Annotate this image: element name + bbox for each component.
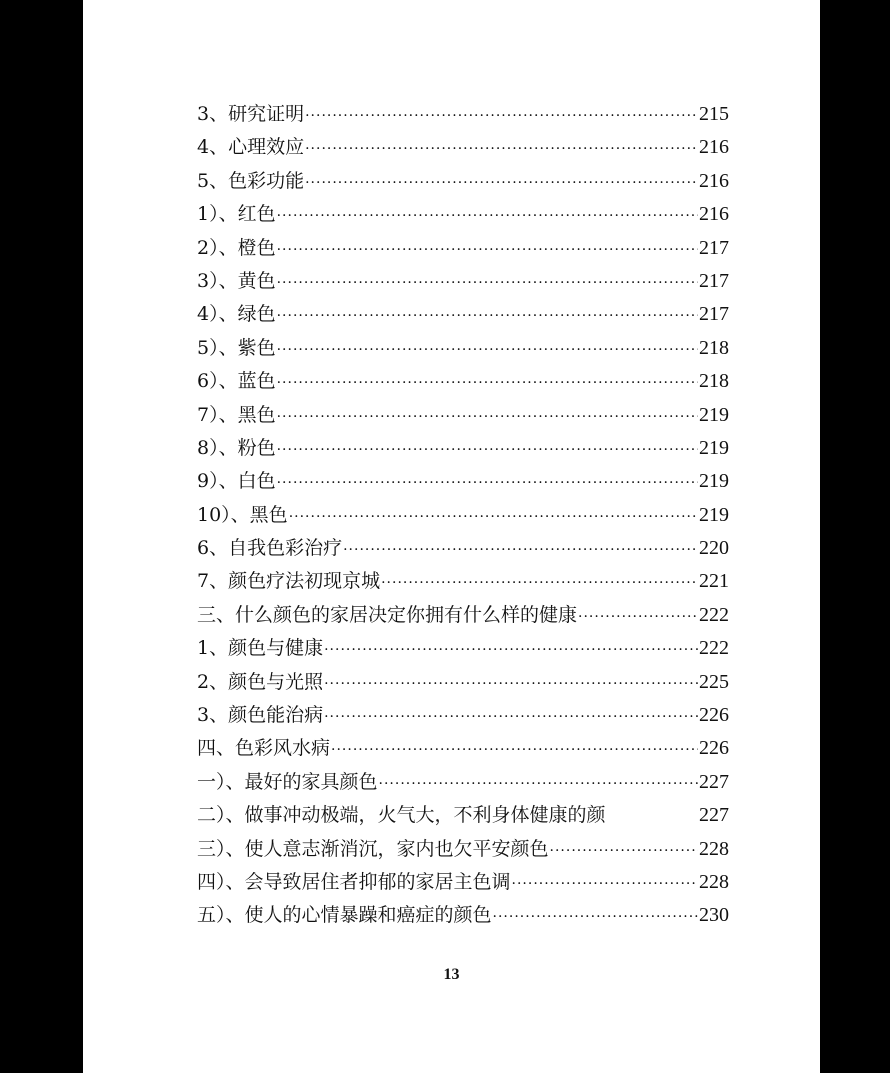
toc-entry xyxy=(197,332,729,365)
toc-entry xyxy=(197,232,729,265)
toc-entry-title: 10）、黑色 xyxy=(197,503,288,526)
dot-leader xyxy=(305,133,698,166)
toc-entry-page: 218 xyxy=(699,336,729,359)
dot-leader xyxy=(331,734,698,767)
toc-entry-title: 3、颜色能治病 xyxy=(197,704,324,727)
toc-entry xyxy=(197,399,729,432)
toc-entry xyxy=(197,699,729,732)
toc-entry xyxy=(197,131,729,164)
toc-entry-page: 216 xyxy=(699,136,729,159)
toc-entry-title: 2、颜色与光照 xyxy=(197,670,324,693)
toc-entry-title: 6）、蓝色 xyxy=(197,370,276,393)
toc-entry xyxy=(197,599,729,632)
toc-entry-page: 222 xyxy=(699,603,729,626)
dot-leader xyxy=(381,567,698,600)
toc-entry xyxy=(197,799,729,832)
toc-entry-title: 3）、黄色 xyxy=(197,269,276,292)
toc-entry xyxy=(197,165,729,198)
document-page xyxy=(83,0,820,1073)
toc-entry-title: 9）、白色 xyxy=(197,470,276,493)
toc-entry xyxy=(197,732,729,765)
toc-entry-page: 228 xyxy=(699,837,729,860)
toc-entry-page: 219 xyxy=(699,436,729,459)
toc-entry-page: 218 xyxy=(699,370,729,393)
dot-leader xyxy=(305,100,698,133)
toc-entry xyxy=(197,265,729,298)
toc-entry-page: 216 xyxy=(699,203,729,226)
dot-leader xyxy=(512,868,698,901)
toc-entry xyxy=(197,632,729,665)
toc-entry-title: 2）、橙色 xyxy=(197,236,276,259)
toc-entry-page: 225 xyxy=(699,670,729,693)
dot-leader xyxy=(379,768,698,801)
dot-leader xyxy=(277,200,698,233)
toc-entry-page: 220 xyxy=(699,537,729,560)
toc-entry-page: 226 xyxy=(699,704,729,727)
toc-entry xyxy=(197,532,729,565)
dot-leader xyxy=(277,300,698,333)
toc-entry-title: 5、色彩功能 xyxy=(197,169,305,192)
toc-entry-page: 227 xyxy=(699,770,729,793)
toc-entry-page: 230 xyxy=(699,904,729,927)
toc-entry-title: 5）、紫色 xyxy=(197,336,276,359)
dot-leader xyxy=(324,634,698,667)
toc-entry-title: 3、研究证明 xyxy=(197,103,305,125)
toc-entry-title: 4）、绿色 xyxy=(197,303,276,326)
dot-leader xyxy=(277,367,698,400)
toc-entry-title: 三）、使人意志渐消沉，家内也欠平安颜色 xyxy=(197,837,549,860)
toc-entry xyxy=(197,866,729,899)
toc-entry-title: 7）、黑色 xyxy=(197,403,276,426)
toc-entry xyxy=(197,499,729,532)
toc-entry-page: 221 xyxy=(699,570,729,593)
toc-entry-page: 217 xyxy=(699,236,729,259)
dot-leader xyxy=(578,601,698,634)
toc-entry-page: 227 xyxy=(699,804,729,827)
dot-leader xyxy=(277,401,698,434)
dot-leader xyxy=(343,534,698,567)
toc-entry xyxy=(197,899,729,932)
toc-entry-title: 1）、红色 xyxy=(197,203,276,226)
toc-entry-page: 217 xyxy=(699,269,729,292)
dot-leader xyxy=(493,901,698,934)
toc-entry-title: 四、色彩风水病 xyxy=(197,737,331,760)
toc-entry xyxy=(197,298,729,331)
page-number: 13 xyxy=(443,966,460,983)
toc-entry-title: 4、心理效应 xyxy=(197,136,305,159)
dot-leader xyxy=(277,334,698,367)
toc-entry-page: 216 xyxy=(699,169,729,192)
toc-entry-title: 五）、使人的心情暴躁和癌症的颜色 xyxy=(197,904,492,927)
toc-entry-page: 219 xyxy=(699,503,729,526)
toc-entry-page: 226 xyxy=(699,737,729,760)
table-of-contents xyxy=(197,98,729,933)
toc-entry-title: 二）、做事冲动极端，火气大，不利身体健康的颜 xyxy=(197,804,606,827)
dot-leader xyxy=(550,835,698,868)
dot-leader xyxy=(289,501,698,534)
dot-leader xyxy=(324,701,698,734)
toc-entry-title: 三、什么颜色的家居决定你拥有什么样的健康 xyxy=(197,603,578,626)
dot-leader xyxy=(324,668,698,701)
toc-entry-title: 8）、粉色 xyxy=(197,436,276,459)
toc-entry xyxy=(197,98,729,131)
toc-entry-title: 1、颜色与健康 xyxy=(197,637,324,660)
dot-leader xyxy=(305,167,698,200)
toc-entry xyxy=(197,666,729,699)
toc-entry-title: 7、颜色疗法初现京城 xyxy=(197,570,381,593)
toc-entry-page: 228 xyxy=(699,870,729,893)
toc-entry-page: 219 xyxy=(699,470,729,493)
dot-leader xyxy=(277,267,698,300)
toc-entry xyxy=(197,565,729,598)
toc-entry xyxy=(197,198,729,231)
dot-leader xyxy=(277,434,698,467)
toc-entry xyxy=(197,465,729,498)
toc-entry-title: 6、自我色彩治疗 xyxy=(197,537,343,560)
toc-entry-title: 一）、最好的家具颜色 xyxy=(197,770,378,793)
toc-entry-title: 四）、会导致居住者抑郁的家居主色调 xyxy=(197,870,511,893)
toc-entry xyxy=(197,365,729,398)
toc-entry-page: 217 xyxy=(699,303,729,326)
toc-entry xyxy=(197,432,729,465)
toc-entry-page: 222 xyxy=(699,637,729,660)
toc-entry-page: 215 xyxy=(699,103,729,125)
toc-entry xyxy=(197,766,729,799)
dot-leader xyxy=(277,467,698,500)
dot-leader xyxy=(277,234,698,267)
toc-entry xyxy=(197,833,729,866)
toc-entry-page: 219 xyxy=(699,403,729,426)
